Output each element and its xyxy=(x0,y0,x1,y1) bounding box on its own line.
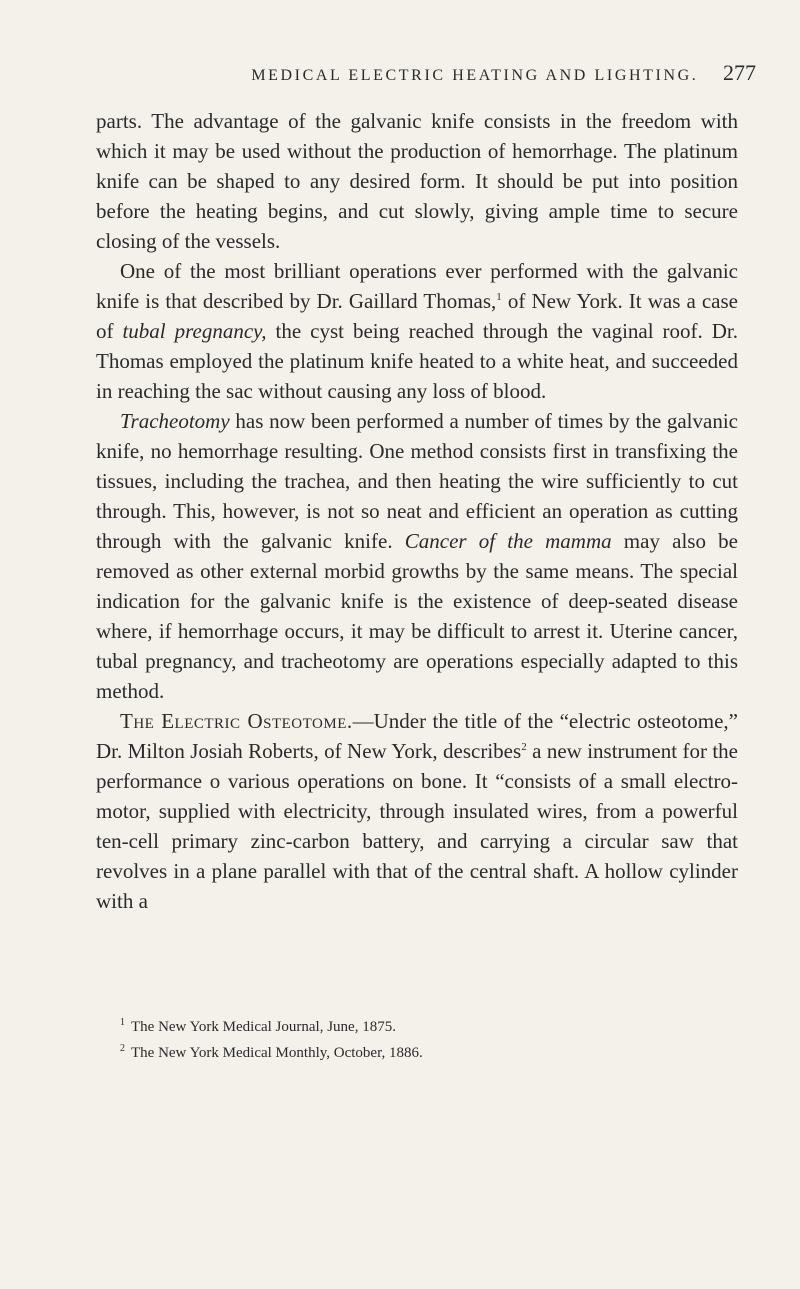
footnote-2 xyxy=(120,1038,740,1064)
italic-term-tubal-pregnancy: tubal pregnancy, xyxy=(122,319,267,343)
section-heading-electric-osteotome: The Electric Osteotome. xyxy=(120,709,353,733)
footnote-2-mark: 2 xyxy=(120,1043,125,1054)
footnotes xyxy=(120,1012,740,1064)
running-title: MEDICAL ELECTRIC HEATING AND LIGHTING. xyxy=(251,67,699,84)
paragraph-3-text-b: may also be removed as other external morbid growths by the same means. The special indication for the galvanic knife is the existence of deep-seated disease where, if hemorrhage occurs, it may be difficult to arrest it. Uterine cancer, tubal pregnancy, and tracheotomy are operations especially adapted to this method. xyxy=(96,529,738,703)
paragraph-2-text-c: the cyst being reached through the vaginal roof. Dr. Thomas employed the platinum knife heated to a white heat, and succeeded in reaching the sac without causing any loss of blood. xyxy=(96,319,738,403)
footnote-2-text: The New York Medical Monthly, October, 1886. xyxy=(131,1045,423,1061)
page-number: 277 xyxy=(723,60,756,85)
paragraph-1-text: parts. The advantage of the galvanic knife consists in the freedom with which it may be used without the production of hemorrhage. The platinum knife can be shaped to any desired form. It should be put into position before the heating begins, and cut slowly, giving ample time to secure closing of the vessels. xyxy=(96,109,738,253)
footnote-1 xyxy=(120,1012,740,1038)
paragraph-4-text-b: a new instrument for the performance o various operations on bone. It “consists of a small electro-motor, supplied with electricity, through insulated wires, from a powerful ten-cell primary zinc-carbon battery, and carrying a circular saw that revolves in a plane parallel with that of the central shaft. A hollow cylinder with a xyxy=(96,739,739,913)
paragraph-3 xyxy=(96,406,738,706)
paragraph-2-text-a: One of the most brilliant operations ever performed with the galvanic knife is that described by Dr. Gaillard Thomas, xyxy=(96,259,738,313)
footnote-ref-1: 1 xyxy=(496,291,502,303)
footnote-1-text: The New York Medical Journal, June, 1875. xyxy=(131,1019,396,1035)
paragraph-2-text-b: of New York. It was a case of xyxy=(96,289,738,343)
running-head xyxy=(96,60,756,86)
body-text xyxy=(96,106,738,916)
paragraph-4-text-a: —Under the title of the “electric osteotome,” Dr. Milton Josiah Roberts, of New York, describes xyxy=(96,709,738,763)
italic-term-tracheotomy: Tracheotomy xyxy=(120,409,230,433)
italic-term-cancer-of-the-mamma: Cancer of the mamma xyxy=(404,529,612,553)
paragraph-3-text-a: has now been performed a number of times by the galvanic knife, no hemorrhage resulting. One method consists first in transfixing the tissues, including the trachea, and then heating the wire sufficiently to cut through. This, however, is not so neat and efficient an operation as cutting through with the galvanic knife. xyxy=(96,409,738,553)
footnote-1-mark: 1 xyxy=(120,1017,125,1028)
footnote-ref-2: 2 xyxy=(521,741,527,753)
paragraph-4 xyxy=(96,706,738,916)
paragraph-2 xyxy=(96,256,738,406)
paragraph-1 xyxy=(96,106,738,256)
